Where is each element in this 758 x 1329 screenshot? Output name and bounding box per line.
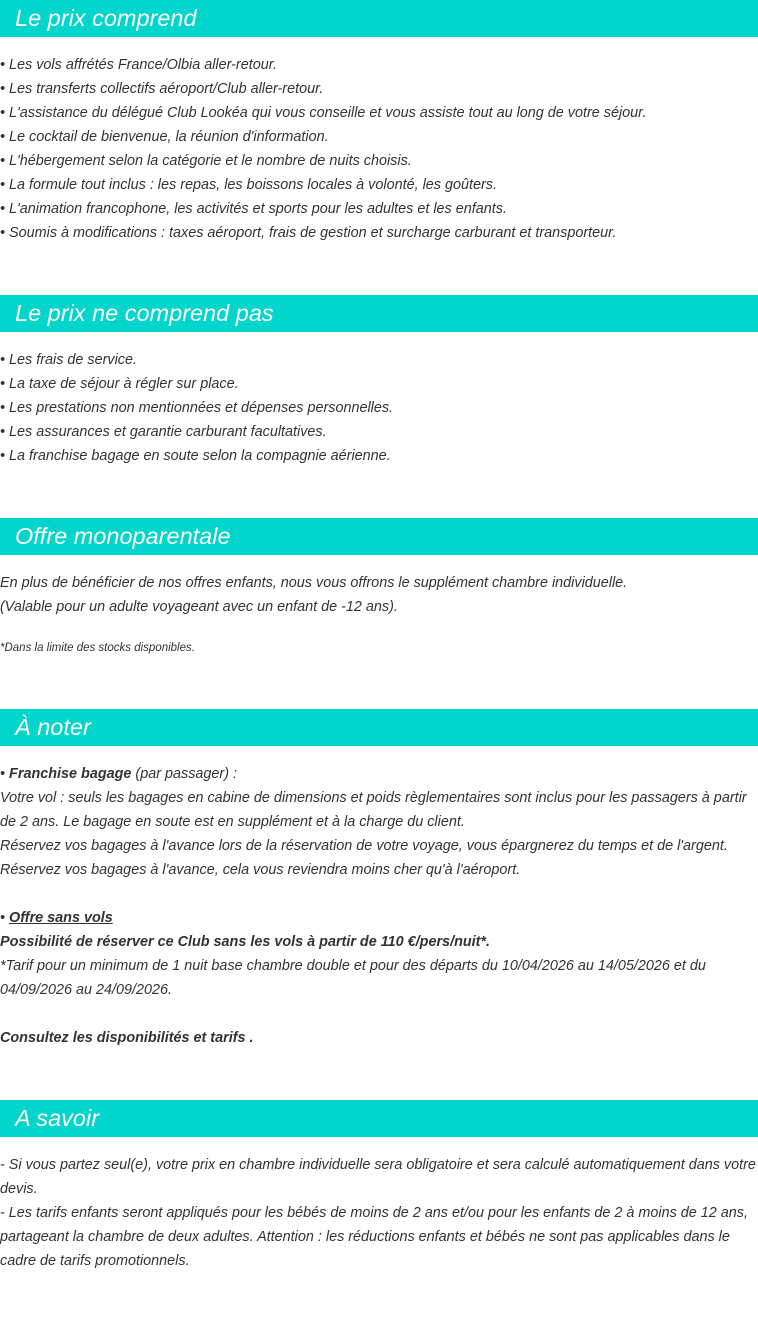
section-header-excluded	[0, 295, 758, 332]
paragraph: (Valable pour un adulte voyageant avec un enfant de -12 ans).	[0, 599, 398, 615]
bullet: •	[0, 910, 10, 926]
excluded-list	[0, 348, 758, 468]
spacer	[0, 882, 758, 906]
section-title: À noter	[15, 714, 91, 740]
list-item: • L'hébergement selon la catégorie et le nombre de nuits choisis.	[0, 153, 412, 169]
paragraph: - Si vous partez seul(e), votre prix en chambre individuelle sera obligatoire et sera calculé automatiquement dans votre devis.	[0, 1157, 756, 1197]
list-item: • Le cocktail de bienvenue, la réunion d'information.	[0, 129, 329, 145]
list-item: • Les transferts collectifs aéroport/Club aller-retour.	[0, 81, 324, 97]
baggage-heading	[0, 762, 758, 786]
offer-heading	[0, 906, 758, 930]
list-item: • Les vols affrétés France/Olbia aller-retour.	[0, 57, 277, 73]
list-item: • Soumis à modifications : taxes aéroport, frais de gestion et surcharge carburant et transporteur.	[0, 225, 617, 241]
offer-text	[0, 930, 758, 954]
list-item: • Les prestations non mentionnées et dépenses personnelles.	[0, 400, 394, 416]
list-item: • Les assurances et garantie carburant facultatives.	[0, 424, 327, 440]
baggage-suffix: (par passager) :	[131, 766, 237, 782]
list-item: • L'assistance du délégué Club Lookéa qui vous conseille et vous assiste tout au long de votre séjour.	[0, 105, 647, 121]
spacer	[0, 1002, 758, 1026]
baggage-tip: Réservez vos bagages à l'avance, cela vous reviendra moins cher qu'à l'aéroport.	[0, 862, 521, 878]
baggage-text: Votre vol : seuls les bagages en cabine de dimensions et poids règlementaires sont inclus pour les passagers à partir de 2 ans. Le bagage en soute est en supplément et à la charge du client.	[0, 790, 747, 830]
consult-link[interactable]: Consultez les disponibilités et tarifs .	[0, 1030, 254, 1046]
included-list	[0, 53, 758, 245]
section-title: A savoir	[15, 1105, 100, 1131]
paragraph: En plus de bénéficier de nos offres enfants, nous vous offrons le supplément chambre individuelle.	[0, 575, 628, 591]
list-item: • La franchise bagage en soute selon la compagnie aérienne.	[0, 448, 391, 464]
section-header-single-parent	[0, 518, 758, 555]
list-item: • La formule tout inclus : les repas, les boissons locales à volonté, les goûters.	[0, 177, 497, 193]
section-title: Le prix ne comprend pas	[15, 300, 274, 326]
offer-text-bold: Possibilité de réserver ce Club sans les vols à partir de 110 €/pers/nuit*.	[0, 934, 491, 950]
bullet: •	[0, 766, 10, 782]
section-header-to-know	[0, 1100, 758, 1137]
section-title: Offre monoparentale	[15, 523, 231, 549]
to-note-content	[0, 762, 758, 1050]
footnote: *Dans la limite des stocks disponibles.	[0, 642, 195, 654]
section-header-to-note	[0, 709, 758, 746]
list-item: • L'animation francophone, les activités et sports pour les adultes et les enfants.	[0, 201, 507, 217]
stock-note	[0, 640, 758, 656]
to-know-content	[0, 1153, 758, 1273]
baggage-tip: Réservez vos bagages à l'avance lors de la réservation de votre voyage, vous épargnerez du temps et de l'argent.	[0, 838, 728, 854]
consult-line	[0, 1026, 758, 1050]
list-item: • La taxe de séjour à régler sur place.	[0, 376, 239, 392]
baggage-label: Franchise bagage	[9, 766, 132, 782]
offer-link[interactable]: Offre sans vols	[9, 910, 113, 926]
paragraph: - Les tarifs enfants seront appliqués pour les bébés de moins de 2 ans et/ou pour les enfants de 2 à moins de 12 ans, partageant la chambre de deux adultes. Attention : les réductions enfants et bébés ne sont pas applicables dans le cadre de tarifs promotionnels.	[0, 1205, 748, 1269]
list-item: • Les frais de service.	[0, 352, 138, 368]
section-header-included	[0, 0, 758, 37]
offer-conditions: *Tarif pour un minimum de 1 nuit base chambre double et pour des départs du 10/04/2026 au 14/05/2026 et du 04/09/2026 au 24/09/2026.	[0, 958, 706, 998]
single-parent-text	[0, 571, 758, 619]
section-title: Le prix comprend	[15, 5, 197, 31]
